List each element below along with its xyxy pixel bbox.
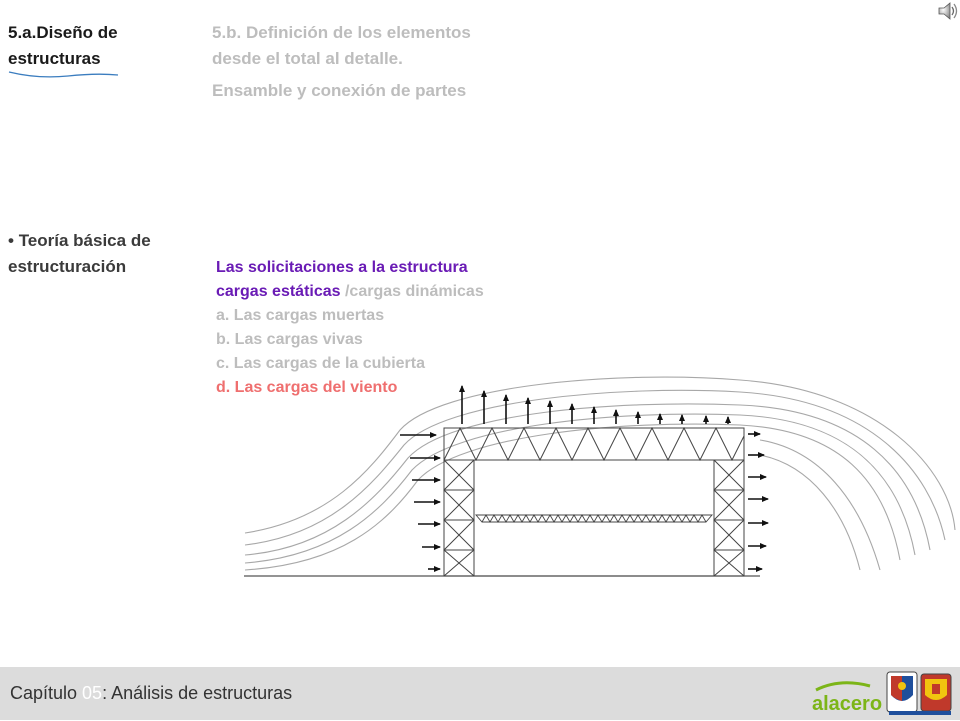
- subsection-title-line2: desde el total al detalle.: [212, 49, 403, 68]
- subsection-title-line3: Ensamble y conexión de partes: [212, 81, 467, 100]
- subsection-title-line1: 5.b. Definición de los elementos: [212, 23, 471, 42]
- bullet-line2: estructuración: [8, 257, 127, 276]
- speaker-icon[interactable]: [936, 0, 960, 22]
- section-title-line1: 5.a.Diseño de: [8, 23, 118, 42]
- list-item-a: a. Las cargas muertas: [216, 307, 385, 324]
- section-title: [8, 20, 118, 72]
- list-item-d: d. Las cargas del viento: [216, 379, 398, 396]
- alacero-logo: [810, 676, 882, 714]
- footer-suffix: : Análisis de estructuras: [102, 683, 293, 703]
- windward-arrows: [400, 435, 440, 569]
- chapter-number: 05: [82, 683, 103, 703]
- alacero-logo-text: alacero: [812, 693, 882, 714]
- wind-load-diagram: [240, 365, 960, 585]
- section-title-line2: estructuras: [8, 49, 101, 68]
- footer-chapter-label: [10, 683, 292, 704]
- list-item-c: c. Las cargas de la cubierta: [216, 355, 425, 372]
- bullet-dot: •: [8, 231, 19, 250]
- list-heading: Las solicitaciones a la estructura: [216, 259, 468, 276]
- dynamic-loads-label: /cargas dinámicas: [340, 283, 484, 300]
- wind-streamlines: [245, 377, 955, 570]
- title-underline: [8, 69, 120, 81]
- truss-frame: [444, 428, 744, 576]
- leeward-arrows: [748, 434, 768, 569]
- floor-truss: [476, 515, 712, 522]
- bullet-line1: Teoría básica de: [18, 231, 151, 250]
- footer-prefix: Capítulo: [10, 683, 83, 703]
- list-item-b: b. Las cargas vivas: [216, 331, 363, 348]
- subsection-title: [212, 20, 471, 72]
- static-loads-label: cargas estáticas: [216, 283, 341, 300]
- bullet-item: [8, 228, 151, 280]
- university-crest-logo: [885, 671, 955, 716]
